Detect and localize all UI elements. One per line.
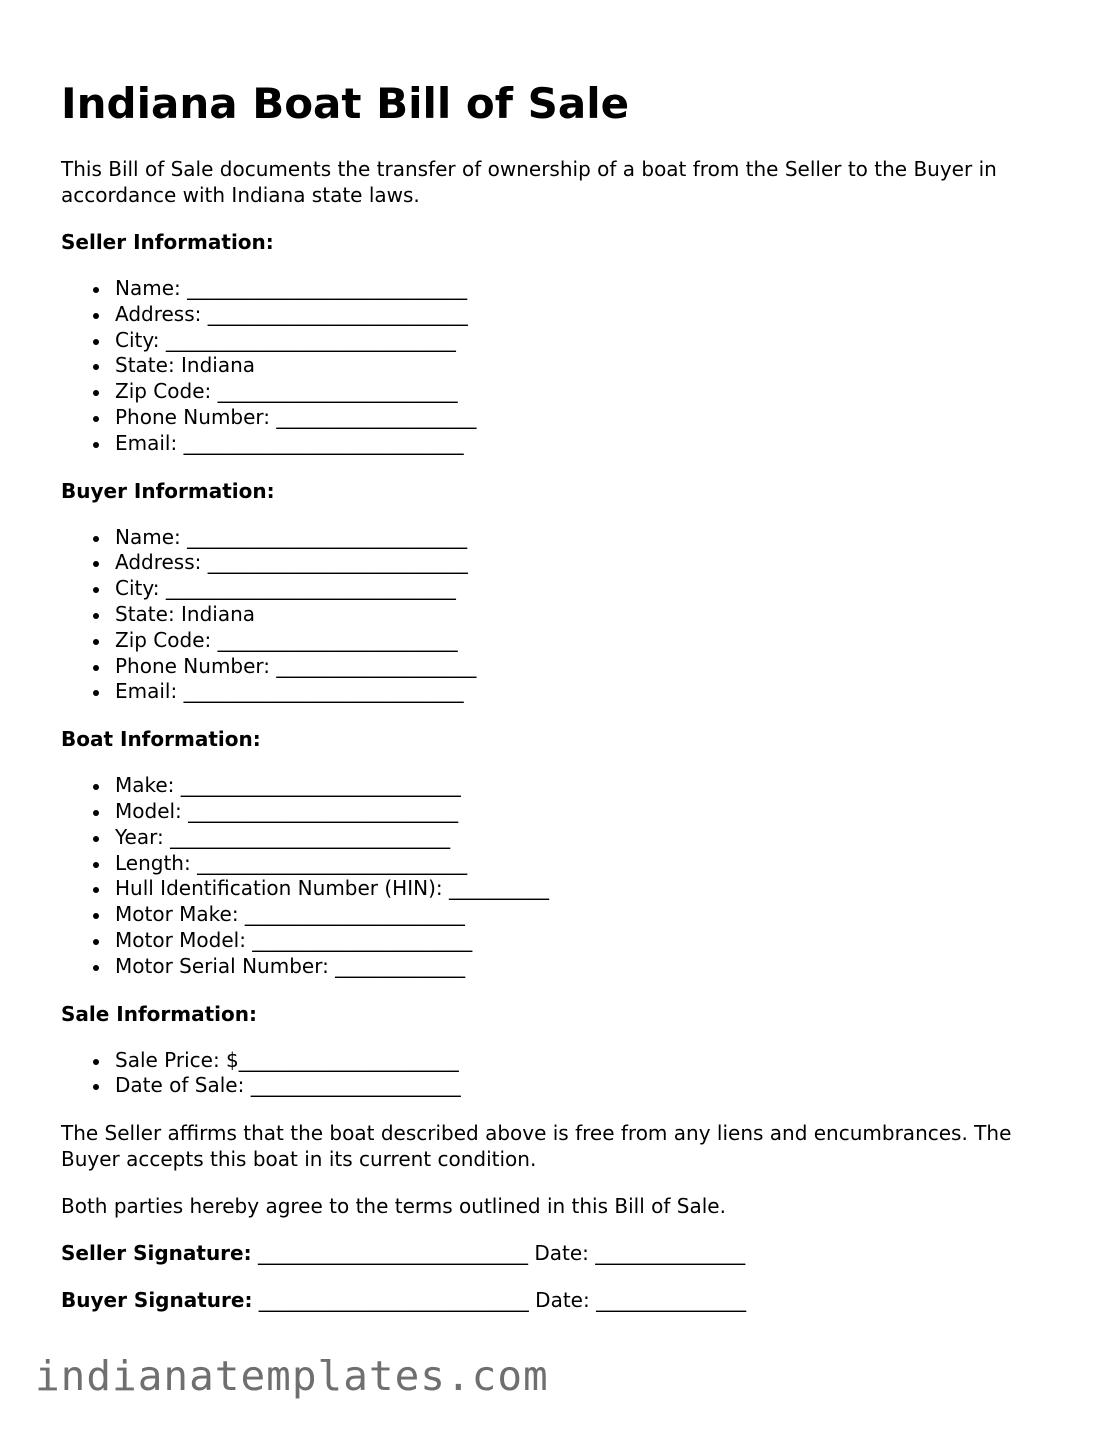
seller-section-heading: Seller Information: bbox=[61, 230, 274, 254]
motor-serial-field: Motor Serial Number: _____________ bbox=[115, 954, 1071, 980]
affirmation-paragraph: The Seller affirms that the boat described above is free from any liens and encumbrances. The Buyer accepts this boat in its current condition. bbox=[61, 1121, 1012, 1172]
boat-model-field: Model: ___________________________ bbox=[115, 799, 1071, 825]
seller-zip-field: Zip Code: ________________________ bbox=[115, 379, 1071, 405]
buyer-name-field: Name: ____________________________ bbox=[115, 525, 1071, 551]
boat-field-list bbox=[61, 773, 1071, 979]
buyer-signature-blank: ___________________________ Date: _______________ bbox=[252, 1288, 747, 1313]
seller-name-field: Name: ____________________________ bbox=[115, 276, 1071, 302]
buyer-field-list bbox=[61, 525, 1071, 706]
buyer-email-field: Email: ____________________________ bbox=[115, 679, 1071, 705]
intro-paragraph: This Bill of Sale documents the transfer of ownership of a boat from the Seller to the Buyer in accordance with Indiana state laws. bbox=[61, 157, 997, 207]
buyer-section-heading: Buyer Information: bbox=[61, 478, 275, 503]
site-watermark: indianatemplates.com bbox=[35, 1352, 549, 1400]
seller-address-field: Address: __________________________ bbox=[115, 302, 1071, 328]
seller-signature-line bbox=[61, 1240, 1071, 1266]
boat-hin-field: Hull Identification Number (HIN): __________ bbox=[115, 876, 1071, 902]
sale-date-field: Date of Sale: _____________________ bbox=[115, 1073, 1071, 1099]
buyer-phone-field: Phone Number: ____________________ bbox=[115, 654, 1071, 680]
boat-year-field: Year: ____________________________ bbox=[115, 825, 1071, 851]
buyer-address-field: Address: __________________________ bbox=[115, 550, 1071, 576]
seller-field-list bbox=[61, 276, 1071, 457]
seller-state-field: State: Indiana bbox=[115, 353, 1071, 379]
buyer-city-field: City: _____________________________ bbox=[115, 576, 1071, 602]
boat-length-field: Length: ___________________________ bbox=[115, 851, 1071, 877]
buyer-signature-label: Buyer Signature: bbox=[61, 1288, 253, 1313]
sale-field-list bbox=[61, 1048, 1071, 1100]
seller-signature-label: Seller Signature: bbox=[61, 1241, 252, 1266]
agreement-paragraph: Both parties hereby agree to the terms outlined in this Bill of Sale. bbox=[61, 1194, 726, 1219]
sale-section-heading: Sale Information: bbox=[61, 1001, 257, 1026]
motor-model-field: Motor Model: ______________________ bbox=[115, 928, 1071, 954]
seller-phone-field: Phone Number: ____________________ bbox=[115, 405, 1071, 431]
seller-email-field: Email: ____________________________ bbox=[115, 431, 1071, 457]
boat-section-heading: Boat Information: bbox=[61, 727, 261, 752]
buyer-signature-line bbox=[61, 1287, 1071, 1313]
document-title: Indiana Boat Bill of Sale bbox=[61, 79, 630, 128]
buyer-zip-field: Zip Code: ________________________ bbox=[115, 628, 1071, 654]
seller-city-field: City: _____________________________ bbox=[115, 328, 1071, 354]
boat-make-field: Make: ____________________________ bbox=[115, 773, 1071, 799]
seller-signature-blank: ___________________________ Date: _______________ bbox=[251, 1241, 746, 1266]
document-page bbox=[61, 78, 1071, 1334]
motor-make-field: Motor Make: ______________________ bbox=[115, 902, 1071, 928]
buyer-state-field: State: Indiana bbox=[115, 602, 1071, 628]
sale-price-field: Sale Price: $______________________ bbox=[115, 1048, 1071, 1074]
